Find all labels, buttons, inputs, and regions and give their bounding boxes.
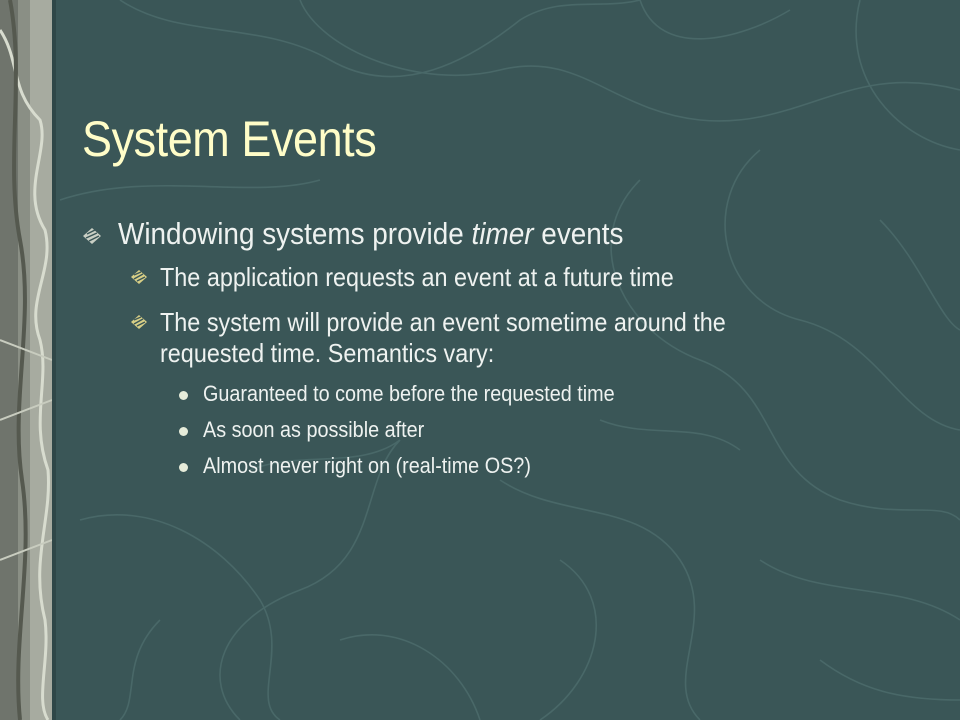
round-dot-icon [179, 391, 188, 400]
sub-sub-bullet-2: As soon as possible after [203, 417, 425, 442]
yellow-striped-diamond-icon [130, 314, 148, 330]
yellow-striped-diamond-icon [130, 269, 148, 285]
bullet-text-after: events [533, 216, 624, 251]
slide-title: System Events [82, 111, 377, 167]
bullet-level1 [118, 216, 624, 252]
sub-sub-bullet-1: Guaranteed to come before the requested time [203, 381, 615, 406]
sub-bullet-1-line: The application requests an event at a future time [160, 262, 674, 292]
bullet-text-before: Windowing systems provide [118, 216, 472, 251]
bullet-text-emphasis: timer [471, 216, 534, 251]
striped-diamond-icon [82, 227, 102, 245]
sub-bullet-2-line1: The system will provide an event sometime around the [160, 307, 726, 337]
sub-bullet-2 [160, 307, 726, 369]
round-dot-icon [179, 427, 188, 436]
sub-sub-bullet-3: Almost never right on (real-time OS?) [203, 453, 531, 478]
sub-bullet-2-line2: requested time. Semantics vary: [160, 338, 495, 368]
round-dot-icon [179, 463, 188, 472]
sub-bullet-1 [160, 262, 674, 293]
